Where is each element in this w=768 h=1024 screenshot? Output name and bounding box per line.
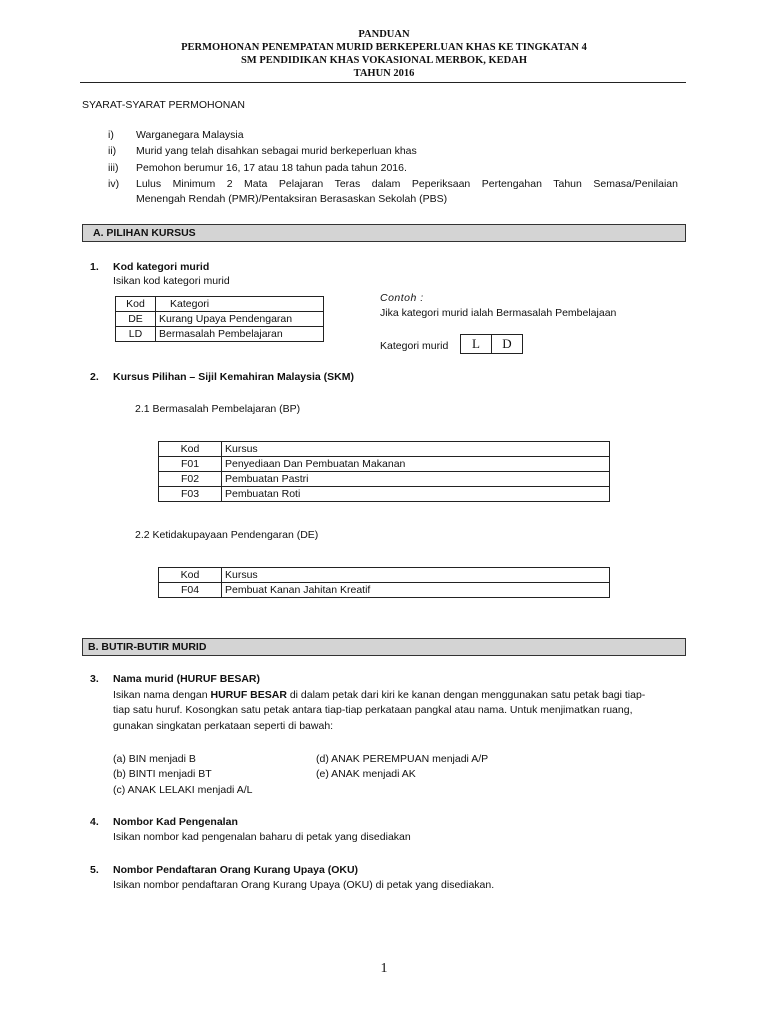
kategori-box: D (491, 334, 523, 354)
header-line-4: TAHUN 2016 (353, 68, 415, 79)
q4-number: 4. (90, 816, 99, 828)
q4-title: Nombor Kad Pengenalan (113, 816, 238, 828)
q5-number: 5. (90, 864, 99, 876)
table-row (159, 472, 610, 487)
q3-text: di dalam petak dari kiri ke kanan dengan menggunakan satu petak bagi tiap- (286, 689, 646, 701)
kategori-murid-label: Kategori murid (380, 340, 449, 352)
abbreviation-item: (e) ANAK menjadi AK (316, 768, 416, 780)
table-row (116, 312, 324, 327)
column-header: Kod (159, 568, 222, 583)
kategori-box: L (460, 334, 492, 354)
example-label: Contoh : (380, 292, 424, 304)
syarat-text-continued: Menengah Rendah (PMR)/Pentaksiran Berasaskan Sekolah (PBS) (136, 193, 448, 205)
q5-description: Isikan nombor pendaftaran Orang Kurang Upaya (OKU) di petak yang disediakan. (113, 879, 495, 891)
subsection-2-2-title: 2.2 Ketidakupayaan Pendengaran (DE) (135, 529, 319, 541)
q2-number: 2. (90, 371, 99, 383)
q3-instruction-line-2: tiap satu huruf. Kosongkan satu petak antara tiap-tiap perkataan pangkal atau nama. Untuk menjimatkan ruang, (113, 704, 633, 716)
table-row (159, 457, 610, 472)
q3-text-emphasis: HURUF BESAR (210, 689, 287, 701)
q1-number: 1. (90, 261, 99, 273)
syarat-text: Lulus Minimum 2 Mata Pelajaran Teras dalam Peperiksaan Pertengahan Tahun Semasa/Penilaian (136, 178, 678, 190)
subsection-2-1-title: 2.1 Bermasalah Pembelajaran (BP) (135, 403, 301, 415)
table-cell: F02 (159, 472, 222, 487)
column-header: Kursus (222, 442, 610, 457)
q3-title: Nama murid (HURUF BESAR) (113, 673, 261, 685)
syarat-text: Warganegara Malaysia (136, 129, 244, 141)
table-cell: Penyediaan Dan Pembuatan Makanan (222, 457, 610, 472)
q2-title: Kursus Pilihan – Sijil Kemahiran Malaysia (SKM) (113, 371, 354, 383)
table-header-row (159, 568, 610, 583)
q1-description: Isikan kod kategori murid (113, 275, 230, 287)
abbreviation-item: (b) BINTI menjadi BT (113, 768, 212, 780)
kursus-bp-table (158, 441, 610, 502)
page-number: 1 (380, 961, 388, 976)
abbreviation-item: (c) ANAK LELAKI menjadi A/L (113, 784, 253, 796)
table-cell: Pembuatan Pastri (222, 472, 610, 487)
syarat-num: iv) (108, 178, 120, 190)
column-header: Kategori (156, 297, 324, 312)
column-header: Kursus (222, 568, 610, 583)
table-header-row (159, 442, 610, 457)
table-cell: LD (116, 327, 156, 342)
section-a-header: A. PILIHAN KURSUS (82, 224, 686, 242)
column-header: Kod (159, 442, 222, 457)
q4-description: Isikan nombor kad pengenalan baharu di petak yang disediakan (113, 831, 411, 843)
syarat-num: i) (108, 129, 114, 141)
abbreviation-item: (d) ANAK PEREMPUAN menjadi A/P (316, 753, 489, 765)
syarat-num: ii) (108, 145, 117, 157)
abbreviation-item: (a) BIN menjadi B (113, 753, 196, 765)
header-line-1: PANDUAN (358, 29, 410, 40)
table-row (159, 487, 610, 502)
q3-number: 3. (90, 673, 99, 685)
q3-instruction-line-1 (113, 689, 645, 701)
section-b-header: B. BUTIR-BUTIR MURID (82, 638, 686, 656)
table-cell: DE (116, 312, 156, 327)
kategori-table (115, 296, 324, 342)
table-cell: Pembuat Kanan Jahitan Kreatif (222, 583, 610, 598)
table-cell: F04 (159, 583, 222, 598)
header-line-3: SM PENDIDIKAN KHAS VOKASIONAL MERBOK, KEDAH (240, 55, 528, 66)
table-header-row (116, 297, 324, 312)
syarat-title: SYARAT-SYARAT PERMOHONAN (82, 99, 245, 111)
syarat-num: iii) (108, 162, 119, 174)
syarat-text: Pemohon berumur 16, 17 atau 18 tahun pada tahun 2016. (136, 162, 407, 174)
table-cell: F01 (159, 457, 222, 472)
table-cell: F03 (159, 487, 222, 502)
column-header: Kod (116, 297, 156, 312)
example-text: Jika kategori murid ialah Bermasalah Pembelajaan (380, 307, 617, 319)
table-cell: Kurang Upaya Pendengaran (156, 312, 324, 327)
table-cell: Bermasalah Pembelajaran (156, 327, 324, 342)
q1-title: Kod kategori murid (113, 261, 210, 273)
header-divider (80, 82, 686, 83)
syarat-text: Murid yang telah disahkan sebagai murid berkeperluan khas (136, 145, 417, 157)
table-row (116, 327, 324, 342)
kursus-de-table (158, 567, 610, 598)
q3-instruction-line-3: gunakan singkatan perkataan seperti di bawah: (113, 720, 334, 732)
q5-title: Nombor Pendaftaran Orang Kurang Upaya (OKU) (113, 864, 359, 876)
table-cell: Pembuatan Roti (222, 487, 610, 502)
q3-text: Isikan nama dengan (113, 689, 211, 701)
table-row (159, 583, 610, 598)
header-line-2: PERMOHONAN PENEMPATAN MURID BERKEPERLUAN KHAS KE TINGKATAN 4 (181, 42, 587, 53)
